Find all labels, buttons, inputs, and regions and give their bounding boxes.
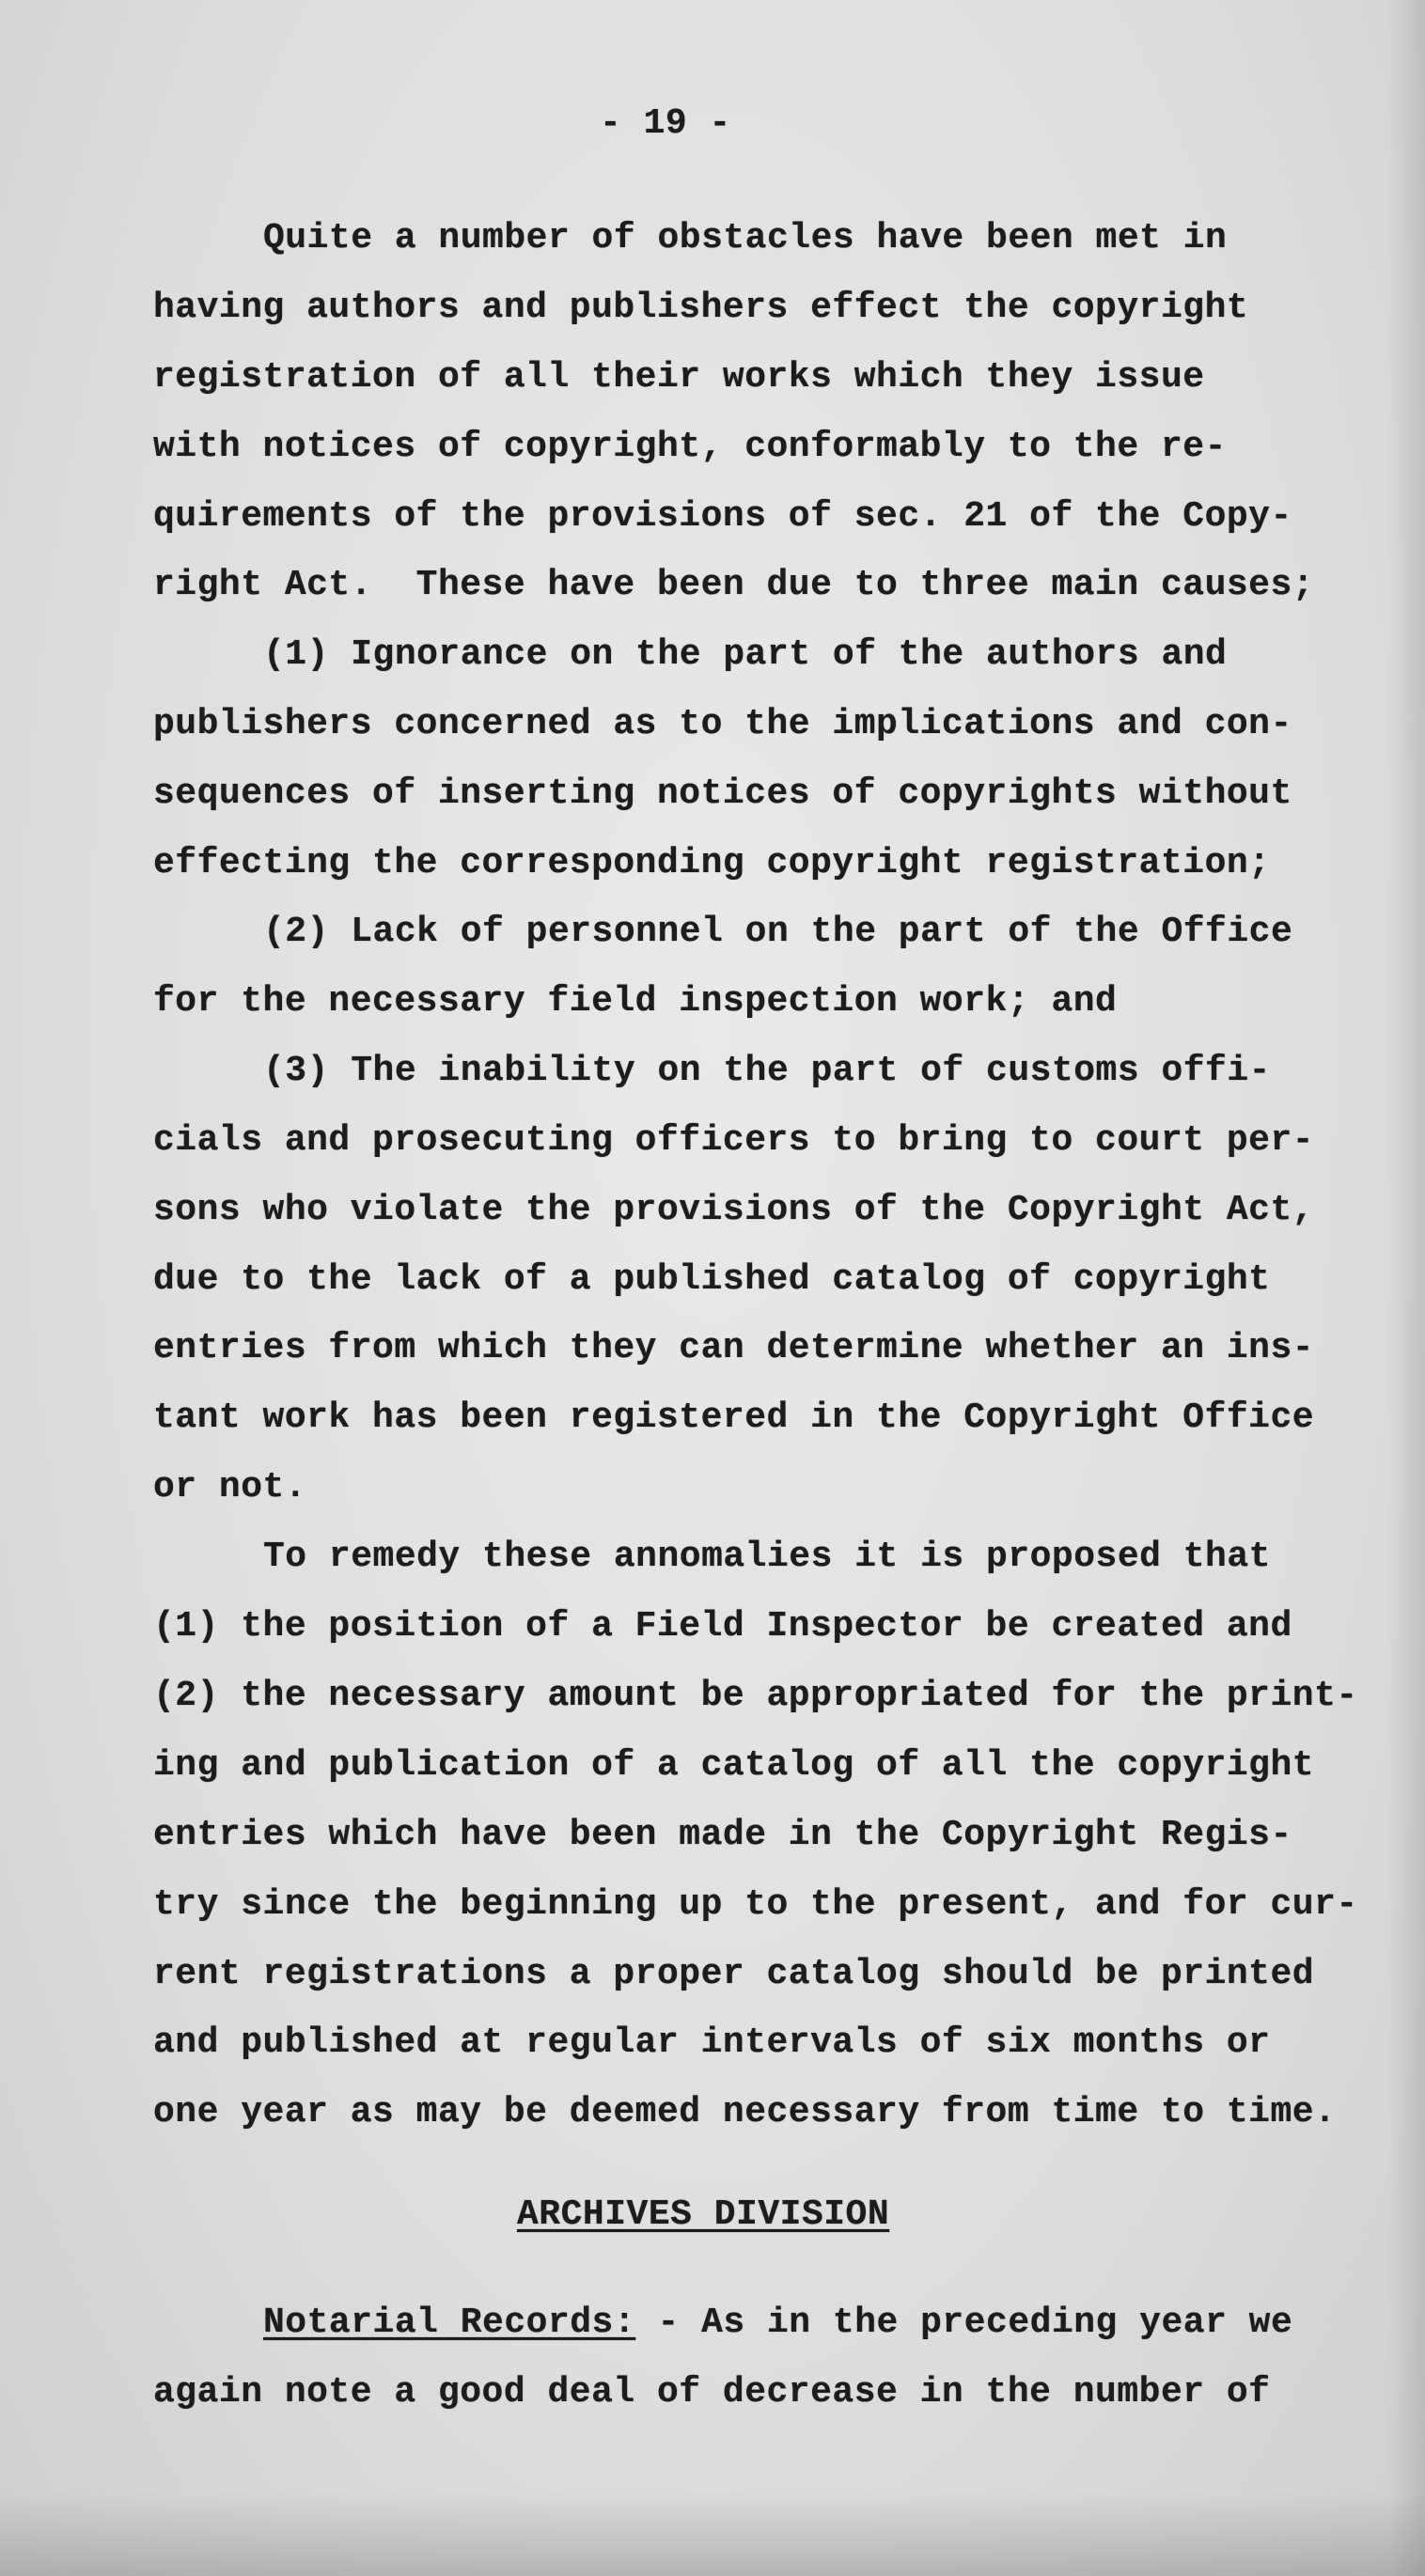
text-line: one year as may be deemed necessary from time to time.: [153, 2092, 1337, 2132]
text-line: ing and publication of a catalog of all the copyright: [153, 1745, 1315, 1786]
text-line: To remedy these annomalies it is proposed that: [263, 1537, 1271, 1577]
text-line: for the necessary field inspection work; and: [153, 981, 1118, 1022]
text-line: rent registrations a proper catalog should be printed: [153, 1954, 1315, 1994]
text-line: (1) Ignorance on the part of the authors and: [263, 634, 1228, 675]
text-line: [263, 2303, 1292, 2343]
text-line: (3) The inability on the part of customs offi-: [263, 1051, 1271, 1091]
text-line: cials and prosecuting officers to bring to court per-: [153, 1120, 1315, 1161]
text-line: right Act. These have been due to three main causes;: [153, 565, 1315, 605]
text-line: (2) Lack of personnel on the part of the Office: [263, 912, 1293, 952]
page-number: - 19 -: [600, 103, 731, 144]
text-line: quirements of the provisions of sec. 21 of the Copy-: [153, 496, 1292, 537]
text-line: and published at regular intervals of six months or: [153, 2022, 1271, 2063]
text-line: or not.: [153, 1467, 307, 1507]
text-line: effecting the corresponding copyright registration;: [153, 843, 1271, 883]
text-fragment: - As in the preceding year we: [635, 2303, 1293, 2343]
text-line: try since the beginning up to the present, and for cur-: [153, 1884, 1358, 1925]
text-line: tant work has been registered in the Copyright Office: [153, 1397, 1315, 1438]
text-line: sons who violate the provisions of the Copyright Act,: [153, 1190, 1315, 1230]
text-line: sequences of inserting notices of copyrights without: [153, 773, 1292, 814]
section-heading: ARCHIVES DIVISION: [517, 2194, 890, 2235]
text-line: publishers concerned as to the implications and con-: [153, 704, 1292, 744]
text-line: registration of all their works which they issue: [153, 357, 1205, 398]
text-line: again note a good deal of decrease in the number of: [153, 2372, 1271, 2412]
text-line: entries from which they can determine whether an ins-: [153, 1328, 1315, 1368]
subheading: Notarial Records:: [263, 2303, 636, 2343]
text-line: (1) the position of a Field Inspector be created and: [153, 1606, 1292, 1647]
text-line: due to the lack of a published catalog of copyright: [153, 1259, 1271, 1300]
text-line: having authors and publishers effect the copyright: [153, 288, 1249, 328]
text-line: Quite a number of obstacles have been met in: [263, 218, 1228, 258]
text-line: entries which have been made in the Copyright Regis-: [153, 1815, 1292, 1855]
text-line: (2) the necessary amount be appropriated for the print-: [153, 1676, 1358, 1716]
text-line: with notices of copyright, conformably to the re-: [153, 427, 1227, 467]
